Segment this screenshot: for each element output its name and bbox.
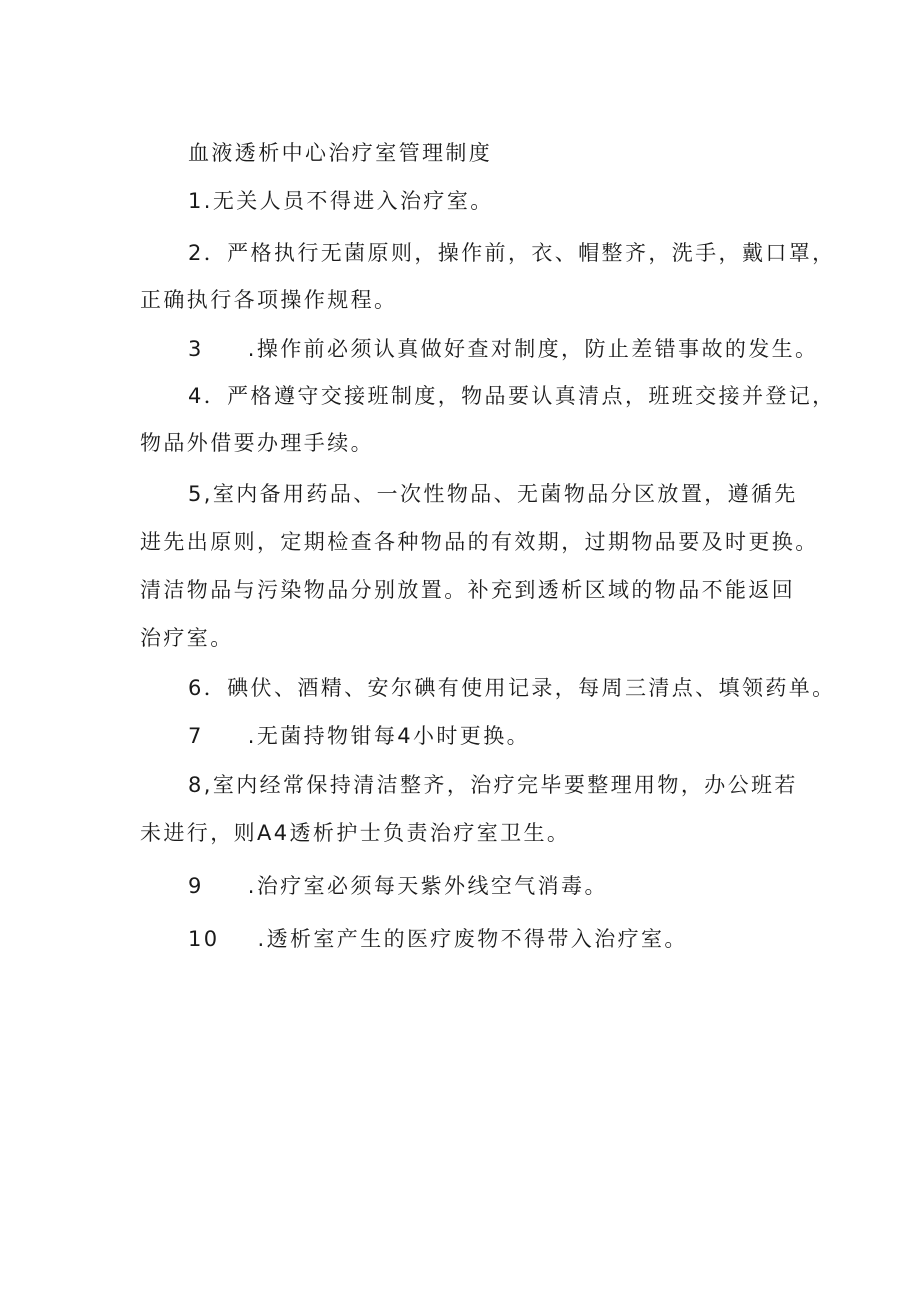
document-title: 血液透析中心治疗室管理制度: [188, 141, 493, 165]
rule-item-10-text: .透析室产生的医疗废物不得带入治疗室。: [257, 927, 688, 951]
rule-item-5-line-4: 治疗室。: [140, 626, 234, 650]
rule-item-5-line-2: 进先出原则，定期检查各种物品的有效期，过期物品要及时更换。: [140, 530, 819, 554]
rule-item-4-line-2: 物品外借要办理手续。: [140, 431, 374, 455]
rule-item-7: [188, 723, 530, 749]
rule-item-9: [188, 873, 608, 899]
rule-item-7-text: .无菌持物钳每4小时更换。: [247, 724, 531, 748]
rule-item-5-line-3: 清洁物品与污染物品分别放置。补充到透析区域的物品不能返回: [140, 578, 796, 602]
rule-item-8-line-2: 未进行，则A4透析护士负责治疗室卫生。: [140, 821, 571, 845]
rule-item-5-line-1: 5,室内备用药品、一次性物品、无菌物品分区放置，遵循先: [188, 482, 798, 506]
rule-item-4-line-1: 4．严格遵守交接班制度，物品要认真清点，班班交接并登记，: [188, 384, 836, 408]
rule-item-2-line-2: 正确执行各项操作规程。: [140, 288, 398, 312]
rule-item-8-line-1: 8,室内经常保持清洁整齐，治疗完毕要整理用物，办公班若: [188, 773, 798, 797]
rule-item-2-line-1: 2．严格执行无菌原则，操作前，衣、帽整齐，洗手，戴口罩，: [188, 241, 836, 265]
rule-item-7-number: 7: [188, 724, 204, 748]
rule-item-10: [188, 926, 688, 952]
rule-item-3-text: .操作前必须认真做好查对制度，防止差错事故的发生。: [247, 337, 819, 361]
rule-item-9-text: .治疗室必须每天紫外线空气消毒。: [247, 874, 608, 898]
rule-item-1: 1.无关人员不得进入治疗室。: [188, 189, 494, 213]
rule-item-9-number: 9: [188, 874, 204, 898]
rule-item-6: 6．碘伏、酒精、安尔碘有使用记录，每周三清点、填领药单。: [188, 676, 836, 700]
rule-item-3: [188, 336, 818, 362]
rule-item-3-number: 3: [188, 337, 204, 361]
rule-item-10-number: 10: [188, 927, 220, 951]
